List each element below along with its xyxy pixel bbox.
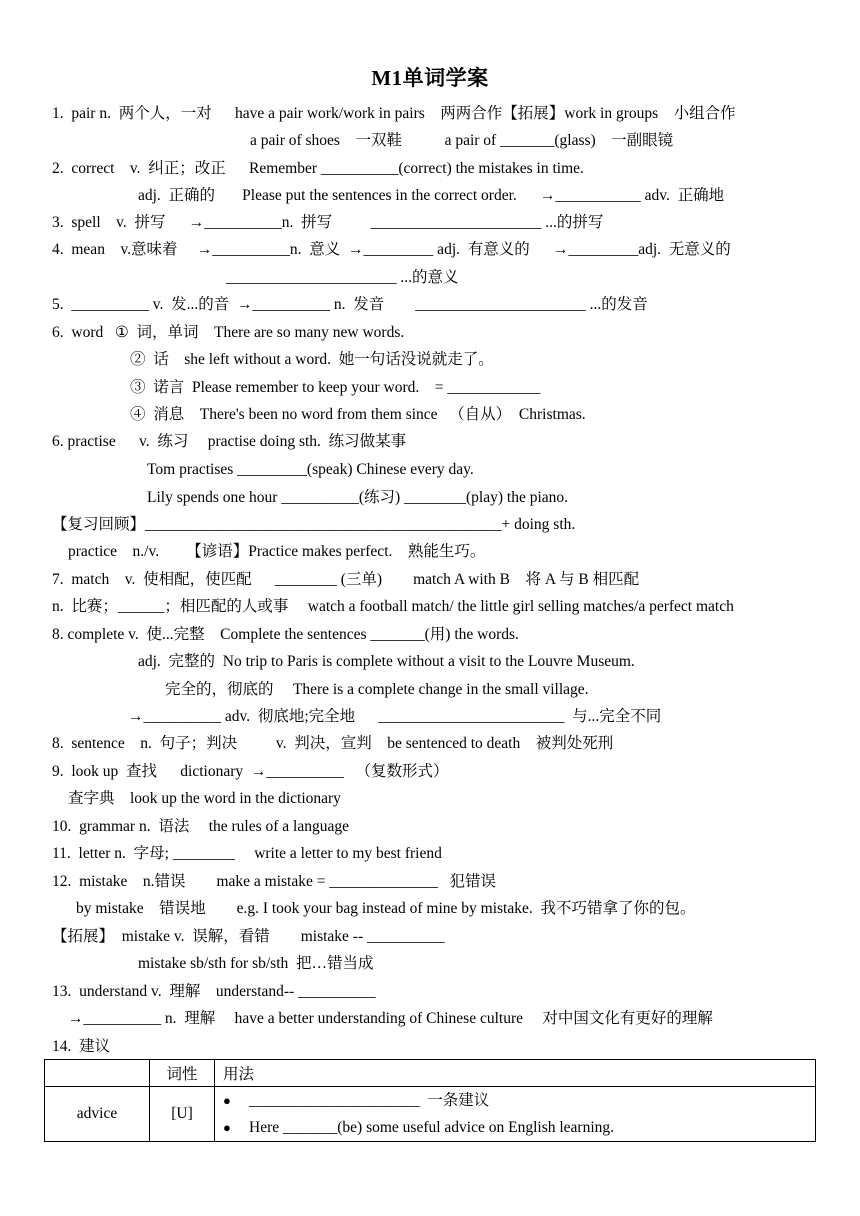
entry-advice-heading: 14. 建议 <box>52 1038 111 1055</box>
entry-mean-sub: ______________________ ...的意义 <box>226 269 459 286</box>
entry-correct: 2. correct v. 纠正；改正 Remember __________(correct) the mistakes in time. <box>52 160 584 177</box>
list-item <box>223 1114 815 1141</box>
entry-mistake-ext2: mistake sb/sth for sb/sth 把…错当成 <box>138 955 374 972</box>
entry-practise-ex2: Lily spends one hour __________(练习) ________(play) the piano. <box>147 489 569 506</box>
entry-understand: 13. understand v. 理解 understand-- __________ <box>52 983 376 1000</box>
table-header-cell: 词性 <box>150 1060 215 1087</box>
advice-table <box>44 1059 816 1142</box>
table-row <box>45 1087 816 1142</box>
entry-pronounce: 5. __________ v. 发...的音 →__________ n. 发音 ______________________ ...的发音 <box>52 296 648 313</box>
table-cell-word: advice <box>45 1087 150 1142</box>
list-item <box>223 1087 815 1114</box>
entry-word-2: ② 话 she left without a word. 她一句话没说就走了。 <box>130 351 494 368</box>
entry-complete-adv: →__________ adv. 彻底地;完全地 ________________________ 与...完全不同 <box>128 708 662 725</box>
entry-practise: 6. practise v. 练习 practise doing sth. 练习做某事 <box>52 433 407 450</box>
entry-letter: 11. letter n. 字母; ________ write a letter to my best friend <box>52 845 442 862</box>
entry-pair: 1. pair n. 两个人，一对 have a pair work/work in pairs 两两合作【拓展】work in groups 小组合作 <box>52 105 736 122</box>
entry-look-up: 9. look up 查找 dictionary →__________ （复数形式） <box>52 763 449 780</box>
table-header-row <box>45 1060 816 1087</box>
entry-practise-ex1: Tom practises _________(speak) Chinese every day. <box>147 461 474 478</box>
table-cell-usage <box>215 1087 816 1142</box>
entry-complete-adj: adj. 完整的 No trip to Paris is complete without a visit to the Louvre Museum. <box>138 653 635 670</box>
entry-practice: practice n./v. 【谚语】Practice makes perfect. 熟能生巧。 <box>68 543 486 560</box>
entry-complete: 8. complete v. 使...完整 Complete the sentences _______(用) the words. <box>52 626 519 643</box>
entry-word: 6. word ① 词，单词 There are so many new words. <box>52 324 405 341</box>
table-header-cell: 用法 <box>215 1060 816 1087</box>
usage-text: Here _______(be) some useful advice on English learning. <box>249 1119 615 1136</box>
bullet-icon: ● <box>223 1120 231 1135</box>
entry-pair-sub: a pair of shoes 一双鞋 a pair of _______(glass) 一副眼镜 <box>250 132 674 149</box>
page-title: M1单词学案 <box>371 66 489 90</box>
entry-understand-sub: →__________ n. 理解 have a better understanding of Chinese culture 对中国文化有更好的理解 <box>68 1010 713 1027</box>
entry-word-4: ④ 消息 There's been no word from them since （自从） Christmas. <box>130 406 586 423</box>
entry-mistake-by: by mistake 错误地 e.g. I took your bag instead of mine by mistake. 我不巧错拿了你的包。 <box>76 900 696 917</box>
bullet-icon: ● <box>223 1093 231 1108</box>
entry-word-3: ③ 诺言 Please remember to keep your word. = ____________ <box>130 379 541 396</box>
entry-sentence: 8. sentence n. 句子；判决 v. 判决，宣判 be sentenced to death 被判处死刑 <box>52 735 614 752</box>
entry-mean: 4. mean v.意味着 →__________n. 意义 →_________ adj. 有意义的 →_________adj. 无意义的 <box>52 241 731 258</box>
entry-match: 7. match v. 使相配，使匹配 ________ (三单) match A with B 将 A 与 B 相匹配 <box>52 571 640 588</box>
entry-complete-adj2: 完全的，彻底的 There is a complete change in the small village. <box>165 681 589 698</box>
entry-grammar: 10. grammar n. 语法 the rules of a language <box>52 818 349 835</box>
entry-correct-adj: adj. 正确的 Please put the sentences in the correct order. →___________ adv. 正确地 <box>138 187 725 204</box>
usage-text: ______________________ 一条建议 <box>249 1092 490 1109</box>
review-line: 【复习回顾】______________________________________________+ doing sth. <box>52 516 576 533</box>
entry-spell: 3. spell v. 拼写 →__________n. 拼写 ______________________ ...的拼写 <box>52 214 604 231</box>
table-cell-pos: [U] <box>150 1087 215 1142</box>
entry-mistake-ext: 【拓展】 mistake v. 误解，看错 mistake -- __________ <box>52 928 445 945</box>
entry-match-n: n. 比赛；______；相匹配的人或事 watch a football match/ the little girl selling matches/a perfect match <box>52 598 734 615</box>
entry-mistake: 12. mistake n.错误 make a mistake = ______________ 犯错误 <box>52 873 496 890</box>
entry-look-up-sub: 查字典 look up the word in the dictionary <box>68 790 341 807</box>
table-header-cell <box>45 1060 150 1087</box>
